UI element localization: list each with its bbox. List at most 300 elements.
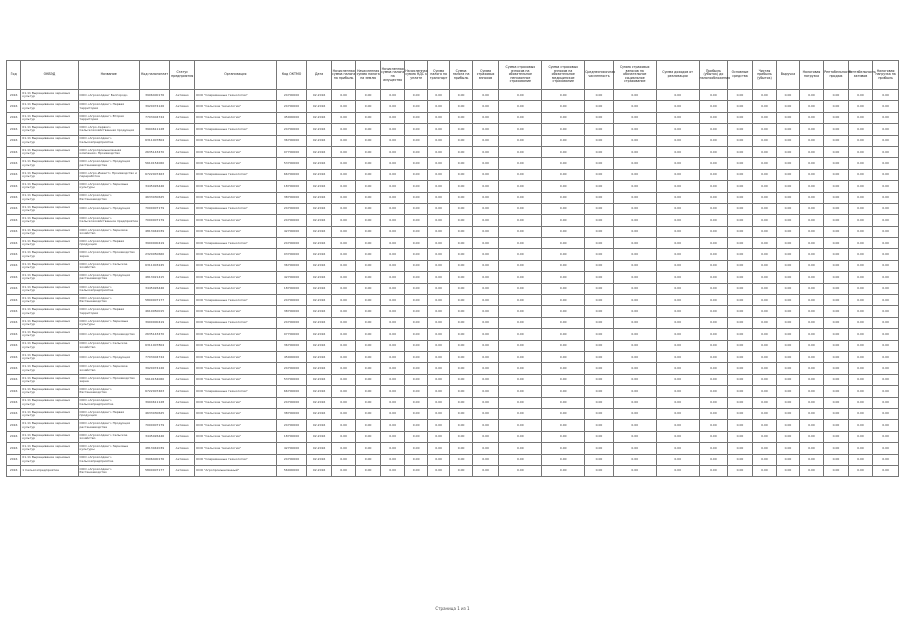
table-cell: 0.00 (777, 306, 799, 317)
table-cell: 01.11 Выращивание зерновых культур (21, 374, 78, 385)
table-cell: 02.2016 (307, 397, 332, 408)
table-cell: Активно (170, 363, 195, 374)
table-cell: 02.2016 (307, 431, 332, 442)
table-cell: 0.00 (799, 363, 824, 374)
table-cell: 0.00 (873, 420, 899, 431)
table-cell: 0.00 (585, 408, 614, 419)
table-cell: 0.00 (331, 181, 356, 192)
table-cell: 01.11 Выращивание зерновых культур (21, 181, 78, 192)
table-cell: 0.00 (728, 203, 753, 214)
table-cell: 02.2016 (307, 260, 332, 271)
table-cell: 0.00 (542, 226, 585, 237)
table-cell: ООО «Агрохолдинг» Растениеводство (78, 192, 139, 203)
table-cell: 0.00 (824, 283, 849, 294)
table-cell: 0.00 (699, 454, 728, 465)
table-cell: 3900000419 (139, 238, 170, 249)
table-cell: 0.00 (728, 443, 753, 454)
table-cell: 0.00 (499, 215, 542, 226)
table-cell: 0.00 (356, 146, 381, 157)
table-cell: 0.00 (728, 158, 753, 169)
table-cell: 0.00 (542, 124, 585, 135)
table-cell: 0.00 (699, 146, 728, 157)
table-cell: 0.00 (777, 101, 799, 112)
table-cell: 0.00 (777, 226, 799, 237)
table-cell: 0.00 (848, 192, 873, 203)
table-cell: 0.00 (699, 295, 728, 306)
table-cell: 0.00 (873, 374, 899, 385)
table-cell: 0.00 (405, 192, 427, 203)
table-cell: 0.00 (585, 283, 614, 294)
table-cell: 0.00 (613, 386, 656, 397)
table-cell: 0.00 (405, 90, 427, 101)
table-cell: 0.00 (499, 135, 542, 146)
table-cell: 0.00 (752, 408, 777, 419)
table-cell: 0.00 (405, 249, 427, 260)
table-cell: 0.00 (873, 135, 899, 146)
table-cell: 0.00 (799, 397, 824, 408)
table-cell: 24700000 (276, 124, 307, 135)
table-cell: 0.00 (542, 295, 585, 306)
table-cell: 0.00 (405, 295, 427, 306)
table-cell: 0.00 (472, 101, 499, 112)
table-cell: 0.00 (585, 192, 614, 203)
table-cell: 0.00 (450, 272, 472, 283)
table-cell: 0.00 (613, 192, 656, 203)
table-cell: 0.00 (542, 181, 585, 192)
table-cell: 0.00 (450, 260, 472, 271)
table-cell: 0.00 (799, 408, 824, 419)
table-cell: 0.00 (848, 272, 873, 283)
table-cell: 0.00 (380, 101, 405, 112)
table-row (7, 374, 899, 385)
table-cell: ООО «Агро-Сервис» Сельскохозяйственная продукция (78, 124, 139, 135)
table-cell: 0.00 (472, 408, 499, 419)
table-cell: 0.00 (699, 203, 728, 214)
table-cell: 0.00 (613, 351, 656, 362)
table-row (7, 363, 899, 374)
table-cell: 0.00 (873, 101, 899, 112)
table-cell: 24700000 (276, 203, 307, 214)
table-cell: 0.00 (542, 329, 585, 340)
table-cell: 02.2016 (307, 420, 332, 431)
table-cell: 0.00 (656, 363, 699, 374)
table-cell: 0.00 (427, 90, 449, 101)
table-cell: 0.00 (472, 295, 499, 306)
table-cell: 0.00 (472, 454, 499, 465)
table-cell: 0.00 (824, 226, 849, 237)
column-header: Начисленная сумма налога на прибыль (331, 61, 356, 90)
table-cell: 0.00 (405, 351, 427, 362)
table-cell: 0.00 (613, 443, 656, 454)
table-cell: 0.00 (752, 386, 777, 397)
table-cell: 0.00 (405, 135, 427, 146)
table-cell: 36700000 (276, 260, 307, 271)
table-cell: 0.00 (472, 317, 499, 328)
table-cell: 24700000 (276, 363, 307, 374)
table-cell: Активно (170, 317, 195, 328)
table-cell: 0.00 (542, 317, 585, 328)
table-cell: 0.00 (405, 386, 427, 397)
table-cell: 0.00 (405, 306, 427, 317)
table-cell: 0.00 (848, 306, 873, 317)
table-cell: 0.00 (585, 101, 614, 112)
table-cell: 0.00 (331, 169, 356, 180)
table-cell: 0.00 (848, 158, 873, 169)
table-cell: Активно (170, 397, 195, 408)
table-cell: 56000000 (276, 465, 307, 476)
table-cell: 01.11 Выращивание зерновых культур (21, 101, 78, 112)
table-cell: 0.00 (613, 283, 656, 294)
table-cell: 0.00 (585, 181, 614, 192)
table-cell: 0.00 (499, 238, 542, 249)
table-cell: 0.00 (728, 238, 753, 249)
table-cell: 0.00 (848, 215, 873, 226)
table-cell: 0.00 (585, 249, 614, 260)
table-row (7, 386, 899, 397)
table-cell: 0.00 (542, 386, 585, 397)
table-cell: 0.00 (499, 112, 542, 123)
table-cell: 0.00 (356, 317, 381, 328)
table-cell: 01.11 Выращивание зерновых культур (21, 454, 78, 465)
table-cell: 0.00 (472, 226, 499, 237)
table-cell: 01.11 Выращивание зерновых культур (21, 192, 78, 203)
table-cell: ООО "Сельские технологии" (194, 329, 276, 340)
table-cell: 0.00 (427, 306, 449, 317)
table-cell: 0.00 (331, 386, 356, 397)
table-cell: 2016 (7, 295, 21, 306)
table-cell: 2016 (7, 465, 21, 476)
table-cell: 0.00 (472, 135, 499, 146)
table-cell: 7703404744 (139, 112, 170, 123)
table-cell: 0.00 (427, 192, 449, 203)
table-cell: ООО "Сельские технологии" (194, 260, 276, 271)
table-cell: 0.00 (450, 203, 472, 214)
table-cell: 0.00 (405, 203, 427, 214)
table-cell: 0.00 (405, 101, 427, 112)
table-cell: 7000007179 (139, 203, 170, 214)
table-cell: 24700000 (276, 397, 307, 408)
table-cell: 0.00 (752, 272, 777, 283)
table-cell: 0.00 (699, 238, 728, 249)
table-cell: 5800007177 (139, 465, 170, 476)
table-cell: 0.00 (728, 454, 753, 465)
table-cell: 6722007463 (139, 169, 170, 180)
table-cell: 0.00 (331, 397, 356, 408)
table-cell: 0.00 (585, 215, 614, 226)
table-cell: 0.00 (752, 443, 777, 454)
table-cell: 0.00 (331, 454, 356, 465)
table-cell: 0.00 (873, 124, 899, 135)
table-cell: 0.00 (699, 351, 728, 362)
table-cell: 0.00 (427, 146, 449, 157)
table-cell: 0.00 (450, 351, 472, 362)
table-cell: 0.00 (752, 295, 777, 306)
table-cell: 0.00 (873, 351, 899, 362)
table-cell: 0.00 (427, 249, 449, 260)
table-cell: 4813021415 (139, 272, 170, 283)
table-cell: 0.00 (777, 329, 799, 340)
table-cell: 0.00 (752, 215, 777, 226)
table-cell: 0.00 (356, 215, 381, 226)
table-cell: 0.00 (777, 181, 799, 192)
table-cell: 0.00 (728, 260, 753, 271)
table-cell: ООО "Сельские технологии" (194, 283, 276, 294)
table-cell: 2016 (7, 386, 21, 397)
column-header: Прибыль (убыток) до налогообложения (699, 61, 728, 90)
table-cell: 0.00 (613, 238, 656, 249)
table-cell: 0.00 (427, 454, 449, 465)
table-cell: 2016 (7, 124, 21, 135)
column-header: Сумма налога на транспорт (427, 61, 449, 90)
table-cell: Активно (170, 158, 195, 169)
table-cell: 2016 (7, 203, 21, 214)
table-cell: 0.00 (380, 408, 405, 419)
table-cell: 0.00 (472, 181, 499, 192)
table-cell: Активно (170, 454, 195, 465)
table-cell: 0.00 (777, 169, 799, 180)
table-cell: 0.00 (542, 158, 585, 169)
table-cell: 0.00 (472, 146, 499, 157)
table-cell: 01.11 Выращивание зерновых культур (21, 158, 78, 169)
table-cell: 2016 (7, 181, 21, 192)
table-cell: 0.00 (356, 340, 381, 351)
table-cell: Активно (170, 181, 195, 192)
table-cell: 0.00 (873, 465, 899, 476)
table-cell: 0.00 (777, 408, 799, 419)
table-cell: 0.00 (848, 146, 873, 157)
table-cell: 0.00 (656, 295, 699, 306)
table-cell: Активно (170, 249, 195, 260)
column-header: Статус предприятия (170, 61, 195, 90)
table-cell: 2016 (7, 317, 21, 328)
column-header: Сумма страховых взносов (472, 61, 499, 90)
table-cell: 0.00 (585, 454, 614, 465)
table-cell: ООО «Агрохолдинг» Сельское хозяйство (78, 340, 139, 351)
table-cell: 4813042039 (139, 226, 170, 237)
table-cell: 0.00 (331, 465, 356, 476)
table-cell: 0.00 (799, 386, 824, 397)
table-cell: 0.00 (613, 306, 656, 317)
report-table (6, 60, 899, 477)
table-cell: Активно (170, 408, 195, 419)
table-cell: 0.00 (380, 465, 405, 476)
table-cell: 0.00 (799, 420, 824, 431)
table-cell: 0.00 (613, 124, 656, 135)
table-cell: 0.00 (777, 112, 799, 123)
column-header: Начисленная сумма НДС к уплате (405, 61, 427, 90)
table-cell: 0.00 (656, 203, 699, 214)
table-cell: 2016 (7, 169, 21, 180)
table-cell: 0.00 (472, 203, 499, 214)
table-cell: 0.00 (824, 317, 849, 328)
table-cell: 0.00 (752, 420, 777, 431)
table-cell: 0.00 (585, 420, 614, 431)
table-cell: 2016 (7, 454, 21, 465)
table-cell: 0.00 (656, 420, 699, 431)
table-cell: 0.00 (542, 454, 585, 465)
table-cell: 0.00 (380, 431, 405, 442)
table-cell: ООО "Сельские технологии" (194, 306, 276, 317)
table-cell: 0.00 (848, 90, 873, 101)
table-cell: 0.00 (613, 260, 656, 271)
table-cell: 0.00 (542, 203, 585, 214)
table-cell: 0.00 (356, 158, 381, 169)
table-cell: 0.00 (873, 317, 899, 328)
table-cell: 0.00 (824, 146, 849, 157)
table-cell: 0.00 (499, 306, 542, 317)
table-cell: 0.00 (356, 420, 381, 431)
table-cell: 0.00 (380, 443, 405, 454)
table-cell: 5610154060 (139, 374, 170, 385)
table-cell: 0.00 (752, 203, 777, 214)
table-cell: 45000000 (276, 112, 307, 123)
table-cell: 01.11 Выращивание зерновых культур (21, 283, 78, 294)
table-cell: 0.00 (356, 192, 381, 203)
table-row (7, 249, 899, 260)
table-cell: ООО «Агрохолдинг» Зерновые культуры (78, 317, 139, 328)
table-cell: 7703404744 (139, 351, 170, 362)
table-cell: 0.00 (799, 203, 824, 214)
table-cell: 0.00 (873, 249, 899, 260)
table-cell: 01.11 Выращивание зерновых культур (21, 443, 78, 454)
table-cell: 0.00 (728, 135, 753, 146)
table-cell: 0.00 (472, 374, 499, 385)
table-cell: 0.00 (824, 340, 849, 351)
table-cell: 0.00 (380, 146, 405, 157)
table-cell: 0.00 (380, 181, 405, 192)
table-cell: 0.00 (472, 465, 499, 476)
table-cell: 0.00 (613, 90, 656, 101)
table-cell: 0.00 (752, 101, 777, 112)
column-header: Начисленная сумма налога на имущество (380, 61, 405, 90)
table-cell: 0.00 (699, 408, 728, 419)
table-cell: 0.00 (585, 306, 614, 317)
table-cell: ООО «Агрохолдинг» Продукция растениеводства (78, 158, 139, 169)
table-cell: 0.00 (356, 101, 381, 112)
table-cell: 0.00 (613, 374, 656, 385)
table-cell: 0.00 (427, 124, 449, 135)
table-cell: 0.00 (752, 181, 777, 192)
table-cell: 0.00 (331, 317, 356, 328)
table-cell: 02.2016 (307, 295, 332, 306)
table-cell: 0.00 (380, 363, 405, 374)
table-cell: 0.00 (405, 283, 427, 294)
table-cell: 0.00 (405, 215, 427, 226)
table-cell: 6311007804 (139, 135, 170, 146)
table-cell: 0.00 (331, 374, 356, 385)
table-cell: 0.00 (728, 124, 753, 135)
table-cell: 0.00 (752, 329, 777, 340)
table-cell: 0.00 (499, 124, 542, 135)
table-row (7, 454, 899, 465)
table-cell: 3920074126 (139, 363, 170, 374)
table-cell: 0.00 (799, 158, 824, 169)
table-cell: ООО "Современные технологии" (194, 317, 276, 328)
table-cell: 0.00 (824, 124, 849, 135)
table-cell: 01.11 Выращивание зерновых культур (21, 146, 78, 157)
table-cell: ООО "Современные технологии" (194, 386, 276, 397)
table-cell: 0.00 (542, 283, 585, 294)
column-header: Чистая прибыль (убыток) (752, 61, 777, 90)
table-cell: ООО "Современные технологии" (194, 90, 276, 101)
table-cell: 0.00 (405, 454, 427, 465)
table-cell: 0.00 (380, 238, 405, 249)
table-cell: 2016 (7, 329, 21, 340)
page-footer: Страница 1 из 1 (435, 606, 470, 611)
table-cell: 02.2016 (307, 454, 332, 465)
table-cell: 36700000 (276, 135, 307, 146)
table-cell: 0.00 (613, 169, 656, 180)
table-cell: 4633030625 (139, 408, 170, 419)
table-row (7, 112, 899, 123)
table-cell: 07700000 (276, 329, 307, 340)
table-cell: 0.00 (728, 317, 753, 328)
table-cell: 0.00 (331, 295, 356, 306)
table-cell: 02.2016 (307, 124, 332, 135)
table-cell: 0.00 (331, 420, 356, 431)
table-cell: 0.00 (450, 283, 472, 294)
table-cell: 2016 (7, 374, 21, 385)
table-cell: 0.00 (699, 329, 728, 340)
table-cell: 0.00 (799, 465, 824, 476)
table-cell: 0.00 (699, 101, 728, 112)
table-cell: 0.00 (799, 306, 824, 317)
table-cell: 0.00 (752, 454, 777, 465)
table-cell: 0.00 (450, 408, 472, 419)
table-row (7, 158, 899, 169)
header-row (7, 61, 899, 90)
table-row (7, 351, 899, 362)
table-cell: 0.00 (799, 146, 824, 157)
table-cell: ООО «Агрохолдинг» Продукция растениеводства (78, 272, 139, 283)
table-cell: 0.00 (405, 181, 427, 192)
table-cell: Активно (170, 306, 195, 317)
table-cell: 0.00 (405, 158, 427, 169)
table-cell: 0.00 (331, 215, 356, 226)
table-cell: 0.00 (499, 363, 542, 374)
table-cell: 3904611128 (139, 397, 170, 408)
column-header: Название (78, 61, 139, 90)
table-cell: 0.00 (728, 90, 753, 101)
table-cell: 0.00 (873, 363, 899, 374)
table-cell: 0.00 (472, 272, 499, 283)
table-cell: 0.00 (499, 340, 542, 351)
table-cell: 0.00 (613, 146, 656, 157)
table-cell: 0.00 (656, 192, 699, 203)
table-cell: 24700000 (276, 90, 307, 101)
table-cell: 01.11 Выращивание зерновых культур (21, 226, 78, 237)
table-cell: 0.00 (848, 124, 873, 135)
table-cell: ООО «Агрохолдинг» Продукция (78, 203, 139, 214)
table-cell: 0.00 (728, 431, 753, 442)
table-cell: 0.00 (873, 272, 899, 283)
table-cell: 0.00 (613, 272, 656, 283)
table-cell: 0.00 (824, 260, 849, 271)
table-cell: 0.00 (450, 465, 472, 476)
table-cell: 0.00 (777, 465, 799, 476)
table-cell: 0.00 (777, 249, 799, 260)
table-cell: 0.00 (656, 238, 699, 249)
table-cell: 2016 (7, 431, 21, 442)
table-cell: 0.00 (450, 306, 472, 317)
table-cell: 18700000 (276, 181, 307, 192)
table-cell: 0.00 (450, 249, 472, 260)
table-cell: 0.00 (472, 112, 499, 123)
table-cell: 0.00 (331, 260, 356, 271)
table-cell: 0.00 (585, 431, 614, 442)
table-cell: 18700000 (276, 283, 307, 294)
table-cell: Активно (170, 340, 195, 351)
